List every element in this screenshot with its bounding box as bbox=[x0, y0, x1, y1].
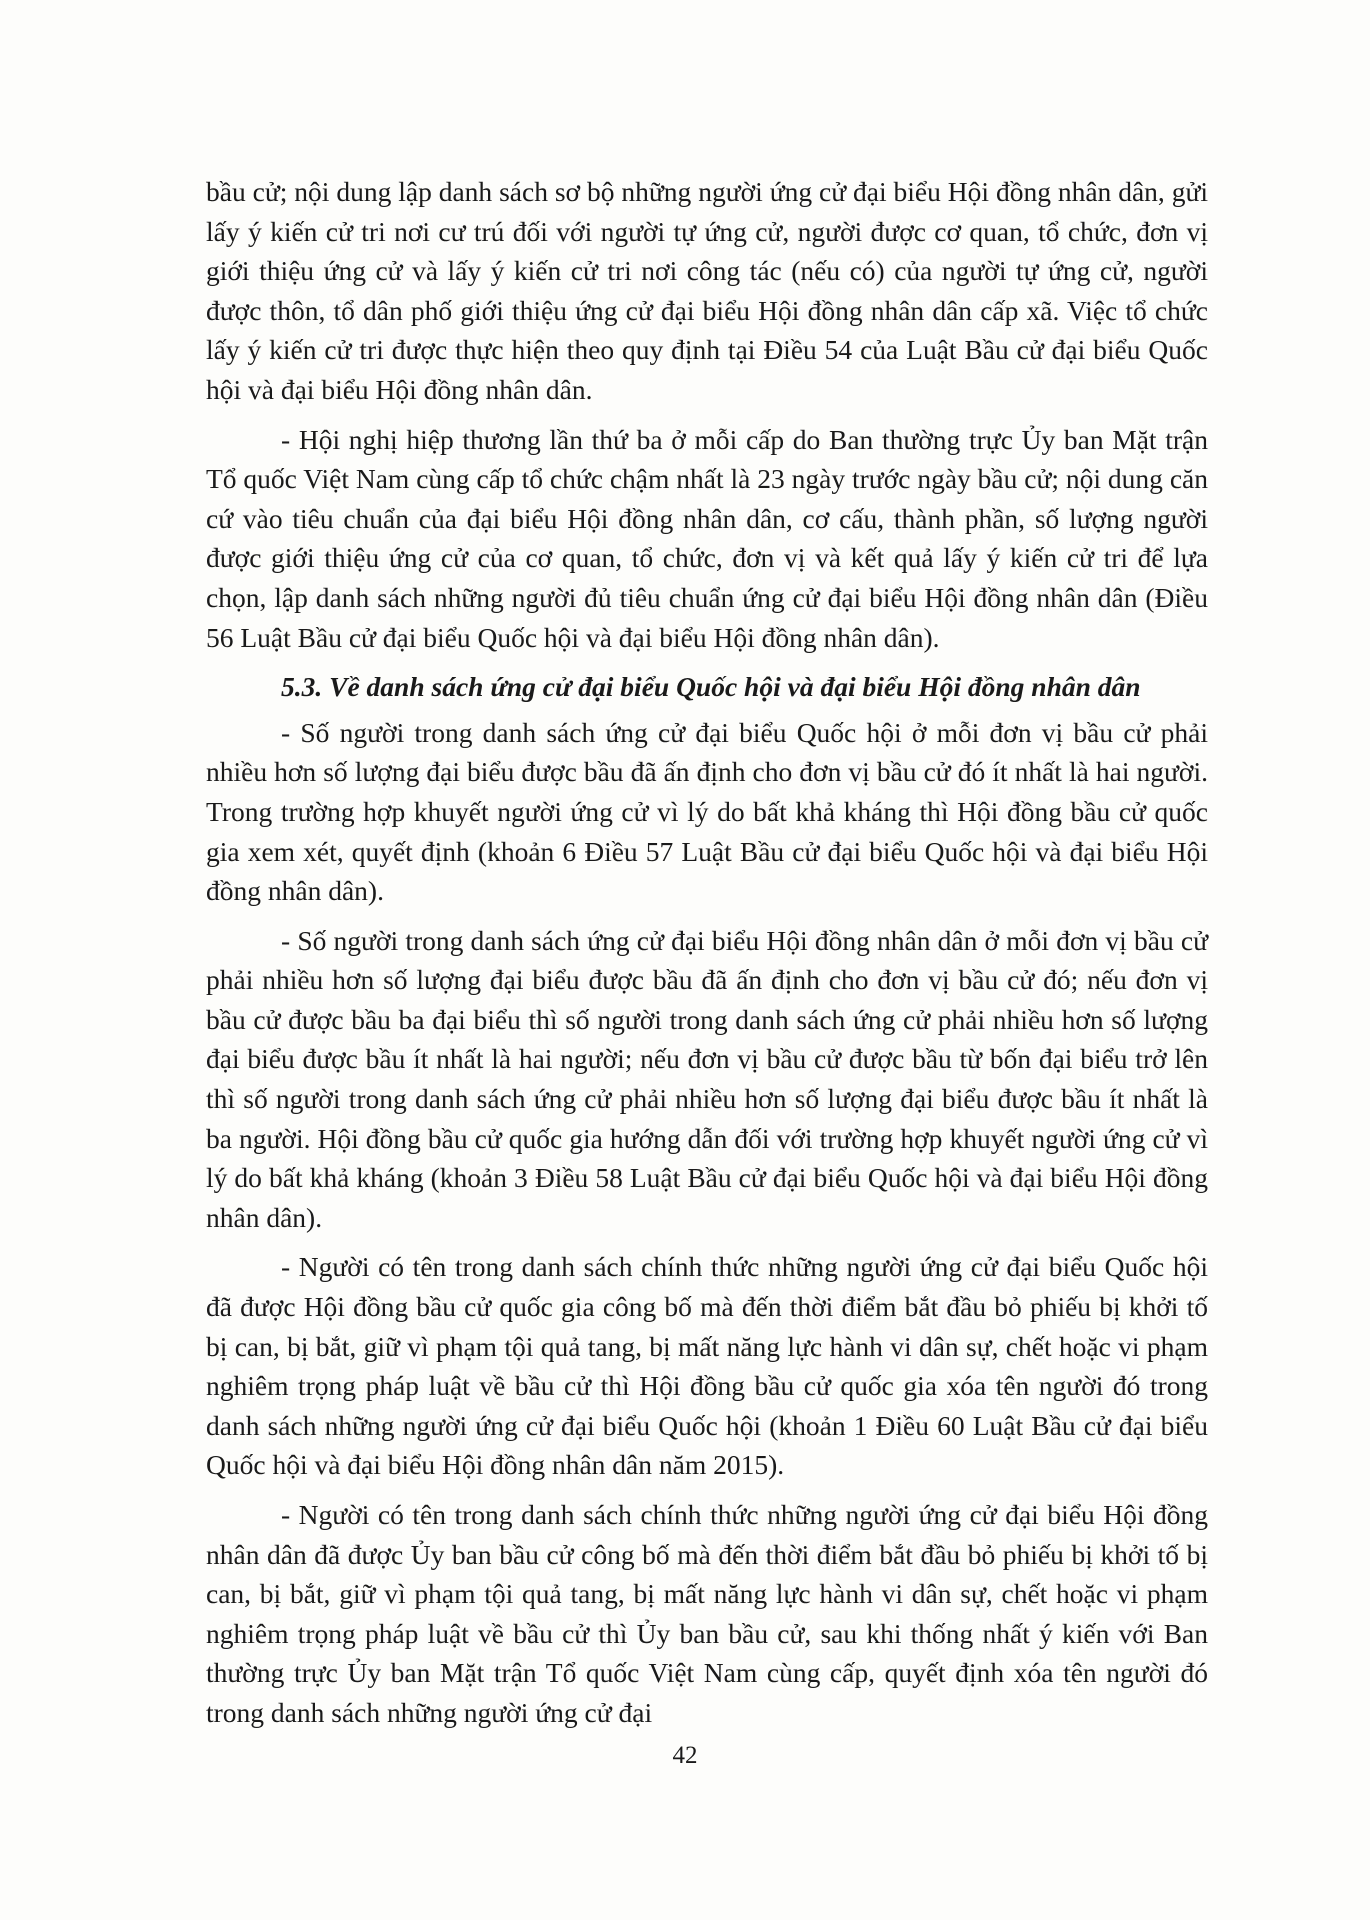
section-heading-5-3: 5.3. Về danh sách ứng cử đại biểu Quốc hội và đại biểu Hội đồng nhân dân bbox=[281, 671, 1141, 703]
page-number: 42 bbox=[672, 1742, 698, 1769]
paragraph-removal-national-assembly: - Người có tên trong danh sách chính thức những người ứng cử đại biểu Quốc hội đã được Hội đồng bầu cử quốc gia công bố mà đến thời điểm bắt đầu bỏ phiếu bị khởi tố bị can, bị bắt, giữ vì phạm tội quả tang, bị mất năng lực hành vi dân sự, chết hoặc vi phạm nghiêm trọng pháp luật về bầu cử thì Hội đồng bầu cử quốc gia xóa tên người đó trong danh sách những người ứng cử đại biểu Quốc hội (khoản 1 Điều 60 Luật Bầu cử đại biểu Quốc hội và đại biểu Hội đồng nhân dân năm 2015). bbox=[206, 1251, 1208, 1481]
paragraph-removal-peoples-council: - Người có tên trong danh sách chính thức những người ứng cử đại biểu Hội đồng nhân dân đã được Ủy ban bầu cử công bố mà đến thời điểm bắt đầu bỏ phiếu bị khởi tố bị can, bị bắt, giữ vì phạm tội quả tang, bị mất năng lực hành vi dân sự, chết hoặc vi phạm nghiêm trọng pháp luật về bầu cử thì Ủy ban bầu cử, sau khi thống nhất ý kiến với Ban thường trực Ủy ban Mặt trận Tổ quốc Việt Nam cùng cấp, quyết định xóa tên người đó trong danh sách những người ứng cử đại bbox=[206, 1499, 1208, 1728]
document-page bbox=[206, 172, 1208, 1743]
paragraph-national-assembly-candidates: - Số người trong danh sách ứng cử đại biểu Quốc hội ở mỗi đơn vị bầu cử phải nhiều hơn số lượng đại biểu được bầu đã ấn định cho đơn vị bầu cử đó ít nhất là hai người. Trong trường hợp khuyết người ứng cử vì lý do bất khả kháng thì Hội đồng bầu cử quốc gia xem xét, quyết định (khoản 6 Điều 57 Luật Bầu cử đại biểu Quốc hội và đại biểu Hội đồng nhân dân). bbox=[206, 716, 1208, 907]
paragraph-peoples-council-candidates: - Số người trong danh sách ứng cử đại biểu Hội đồng nhân dân ở mỗi đơn vị bầu cử phải nhiều hơn số lượng đại biểu được bầu đã ấn định cho đơn vị bầu cử đó; nếu đơn vị bầu cử được bầu ba đại biểu thì số người trong danh sách ứng cử phải nhiều hơn số lượng đại biểu được bầu ít nhất là hai người; nếu đơn vị bầu cử được bầu từ bốn đại biểu trở lên thì số người trong danh sách ứng cử phải nhiều hơn số lượng đại biểu được bầu ít nhất là ba người. Hội đồng bầu cử quốc gia hướng dẫn đối với trường hợp khuyết người ứng cử vì lý do bất khả kháng (khoản 3 Điều 58 Luật Bầu cử đại biểu Quốc hội và đại biểu Hội đồng nhân dân). bbox=[206, 924, 1208, 1233]
paragraph-third-consultation: - Hội nghị hiệp thương lần thứ ba ở mỗi cấp do Ban thường trực Ủy ban Mặt trận Tổ quốc Việt Nam cùng cấp tổ chức chậm nhất là 23 ngày trước ngày bầu cử; nội dung căn cứ vào tiêu chuẩn của đại biểu Hội đồng nhân dân, cơ cấu, thành phần, số lượng người được giới thiệu ứng cử của cơ quan, tổ chức, đơn vị và kết quả lấy ý kiến cử tri để lựa chọn, lập danh sách những người đủ tiêu chuẩn ứng cử đại biểu Hội đồng nhân dân (Điều 56 Luật Bầu cử đại biểu Quốc hội và đại biểu Hội đồng nhân dân). bbox=[206, 423, 1208, 653]
paragraph-continuation: bầu cử; nội dung lập danh sách sơ bộ những người ứng cử đại biểu Hội đồng nhân dân, gửi lấy ý kiến cử tri nơi cư trú đối với người tự ứng cử, người được cơ quan, tổ chức, đơn vị giới thiệu ứng cử và lấy ý kiến cử tri nơi công tác (nếu có) của người tự ứng cử, người được thôn, tổ dân phố giới thiệu ứng cử đại biểu Hội đồng nhân dân cấp xã. Việc tổ chức lấy ý kiến cử tri được thực hiện theo quy định tại Điều 54 của Luật Bầu cử đại biểu Quốc hội và đại biểu Hội đồng nhân dân. bbox=[206, 176, 1208, 405]
